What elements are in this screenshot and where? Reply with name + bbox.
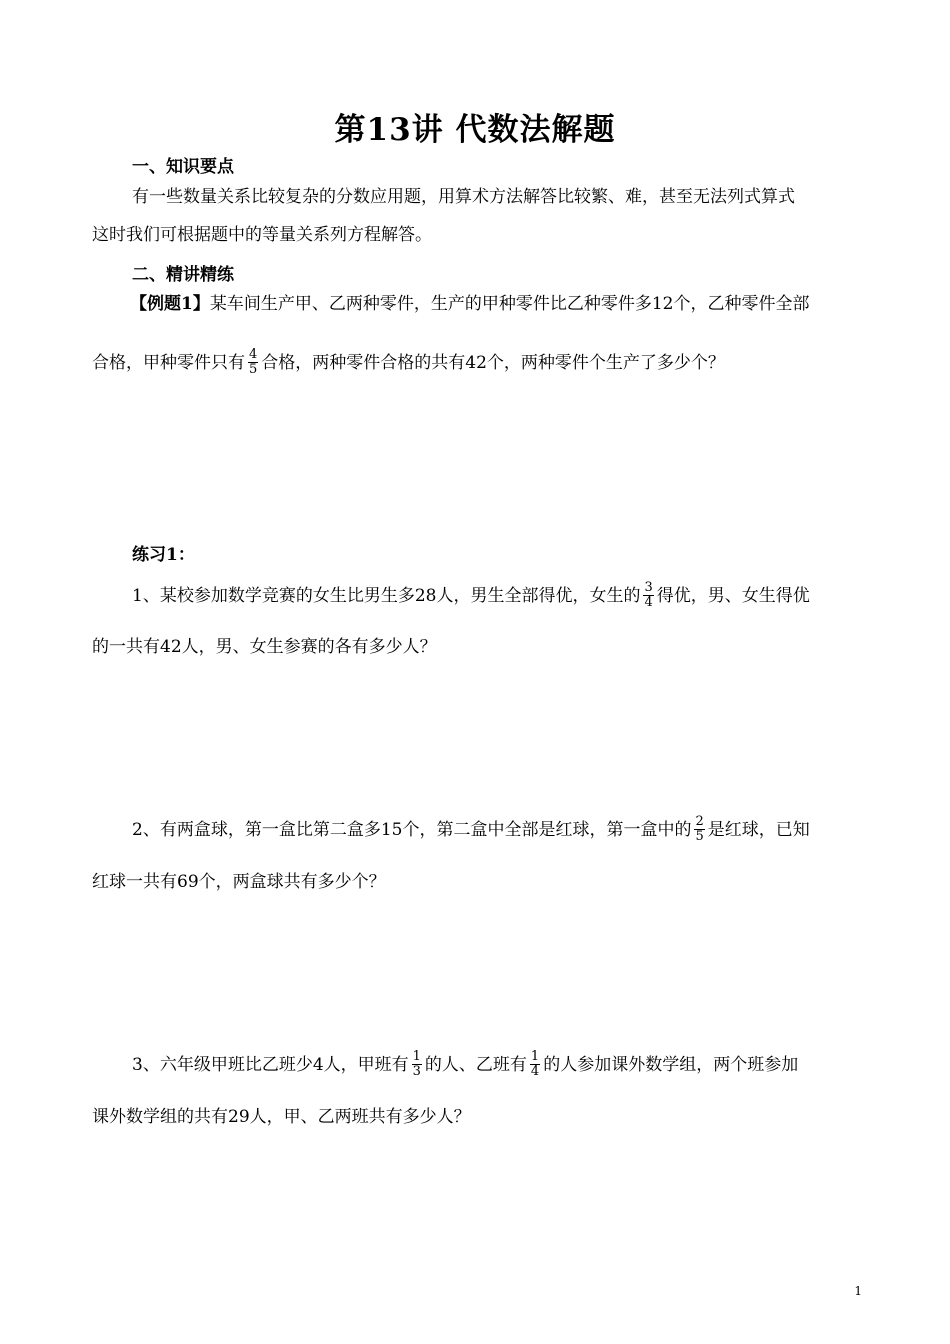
knowledge-text-line2: 这时我们可根据题中的等量关系列方程解答。 xyxy=(92,225,432,245)
fraction-denominator: 3 xyxy=(412,1064,421,1079)
fraction-denominator: 4 xyxy=(530,1064,540,1079)
knowledge-text-line1: 有一些数量关系比较复杂的分数应用题，用算术方法解答比较繁、难，甚至无法列式算式 xyxy=(132,187,795,207)
fraction-one-third xyxy=(412,1050,422,1079)
question-2-part-b: 是红球，已知 xyxy=(707,820,810,840)
question-1-line2: 的一共有42人，男、女生参赛的各有多少人？ xyxy=(92,637,437,657)
fraction-numerator: 1 xyxy=(412,1049,421,1064)
fraction-three-quarters xyxy=(643,581,653,610)
fraction-four-fifths xyxy=(248,348,258,377)
question-3-line2: 课外数学组的共有29人，甲、乙两班共有多少人？ xyxy=(92,1107,471,1127)
fraction-denominator: 5 xyxy=(249,362,258,377)
section-heading-knowledge: 一、知识要点 xyxy=(132,157,234,177)
example-text-part-b: 合格，两种零件合格的共有42个，两种零件个生产了多少个？ xyxy=(261,353,725,373)
page-number: 1 xyxy=(854,1284,862,1298)
fraction-numerator: 1 xyxy=(530,1049,540,1064)
example-1-line1 xyxy=(130,292,809,316)
practice-heading: 练习1： xyxy=(132,545,195,565)
section-heading-lecture: 二、精讲精练 xyxy=(132,265,234,285)
question-2-line1 xyxy=(132,816,810,845)
example-1-line2 xyxy=(92,349,725,378)
fraction-two-fifths xyxy=(694,815,704,844)
example-label: 【例题1】 xyxy=(130,294,210,314)
fraction-numerator: 3 xyxy=(644,580,653,595)
question-3-line1 xyxy=(132,1051,798,1080)
question-1-part-a: 1、某校参加数学竞赛的女生比男生多28人，男生全部得优，女生的 xyxy=(132,586,641,606)
question-1-part-b: 得优，男、女生得优 xyxy=(656,586,810,606)
fraction-denominator: 4 xyxy=(644,595,653,610)
fraction-denominator: 5 xyxy=(695,829,704,844)
example-text-part-a: 合格，甲种零件只有 xyxy=(92,353,245,373)
question-1-line1 xyxy=(132,582,810,611)
question-3-part-a: 3、六年级甲班比乙班少4人，甲班有 xyxy=(132,1055,409,1075)
fraction-one-quarter xyxy=(530,1050,540,1079)
fraction-numerator: 4 xyxy=(249,347,258,362)
question-2-part-a: 2、有两盒球，第一盒比第二盒多15个，第二盒中全部是红球，第一盒中的 xyxy=(132,820,692,840)
example-text: 某车间生产甲、乙两种零件，生产的甲种零件比乙种零件多12个，乙种零件全部 xyxy=(209,294,810,314)
question-3-part-c: 的人参加课外数学组，两个班参加 xyxy=(543,1055,799,1075)
page-title: 第13讲 代数法解题 xyxy=(334,112,616,148)
question-2-line2: 红球一共有69个，两盒球共有多少个？ xyxy=(92,872,386,892)
fraction-numerator: 2 xyxy=(695,814,704,829)
question-3-part-b: 的人、乙班有 xyxy=(424,1055,527,1075)
